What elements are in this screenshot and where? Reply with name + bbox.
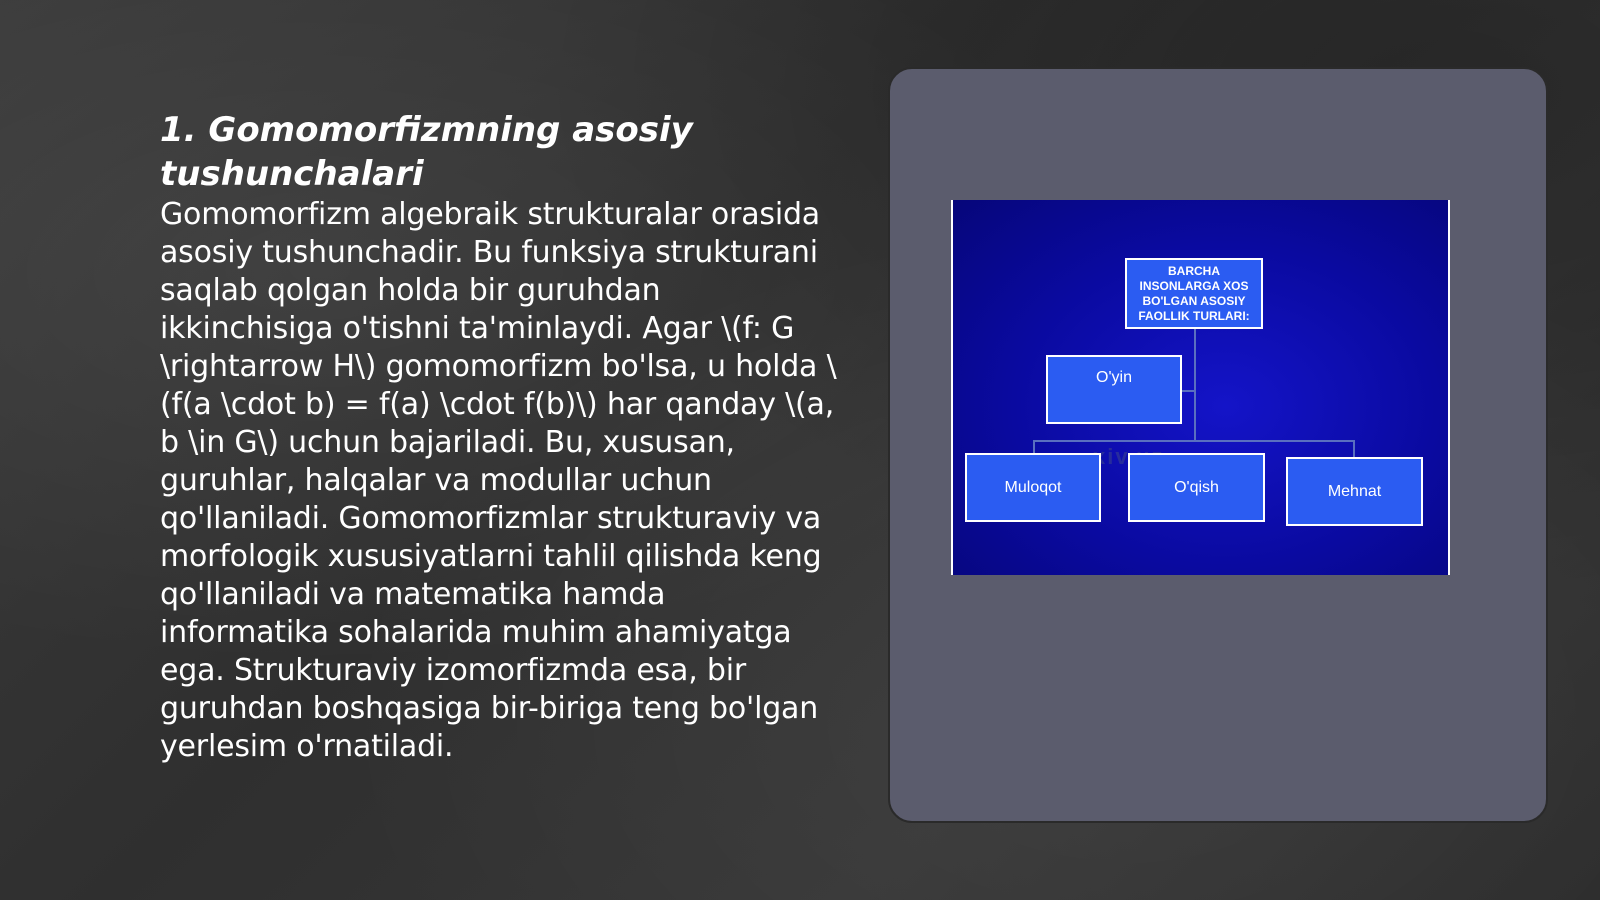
connector-oyin-branch — [1181, 390, 1195, 392]
slide-title: 1. Gomomorfizmning asosiy tushunchalari — [160, 110, 693, 194]
activity-types-diagram — [951, 200, 1450, 575]
text-column — [160, 108, 840, 766]
connector-horizontal-bar — [1033, 440, 1355, 442]
diagram-root-box: BARCHA INSONLARGA XOS BO'LGAN ASOSIY FAOLLIK TURLARI: — [1125, 258, 1263, 329]
connector-root-trunk — [1194, 325, 1196, 442]
connector-mehnat-drop — [1353, 440, 1355, 458]
diagram-node-oqish: O'qish — [1128, 453, 1265, 522]
slide-body-text: Gomomorfizm algebraik strukturalar orasida asosiy tushunchadir. Bu funksiya strukturani saqlab qolgan holda bir guruhdan ikkinchisiga o'tishni ta'minlaydi. Agar \(f: G \rightarrow H\) gomomorfizm bo'lsa, u holda \(f(a \cdot b) = f(a) \cdot f(b)\) har qanday \(a, b \in G\) uchun bajariladi. Bu, xususan, guruhlar, halqalar va modullar uchun qo'llaniladi. Gomomorfizmlar strukturaviy va morfologik xususiyatlarni tahlil qilishda keng qo'llaniladi va matematika hamda informatika sohalarida muhim ahamiyatga ega. Strukturaviy izomorfizmda esa, bir guruhdan boshqasiga bir-biriga teng bo'lgan yerlesim o'rnatiladi. — [160, 197, 837, 764]
connector-muloqot-drop — [1033, 440, 1035, 454]
diagram-node-muloqot: Muloqot — [965, 453, 1101, 522]
diagram-node-mehnat: Mehnat — [1286, 457, 1423, 526]
diagram-node-oyin: O'yin — [1046, 355, 1182, 424]
